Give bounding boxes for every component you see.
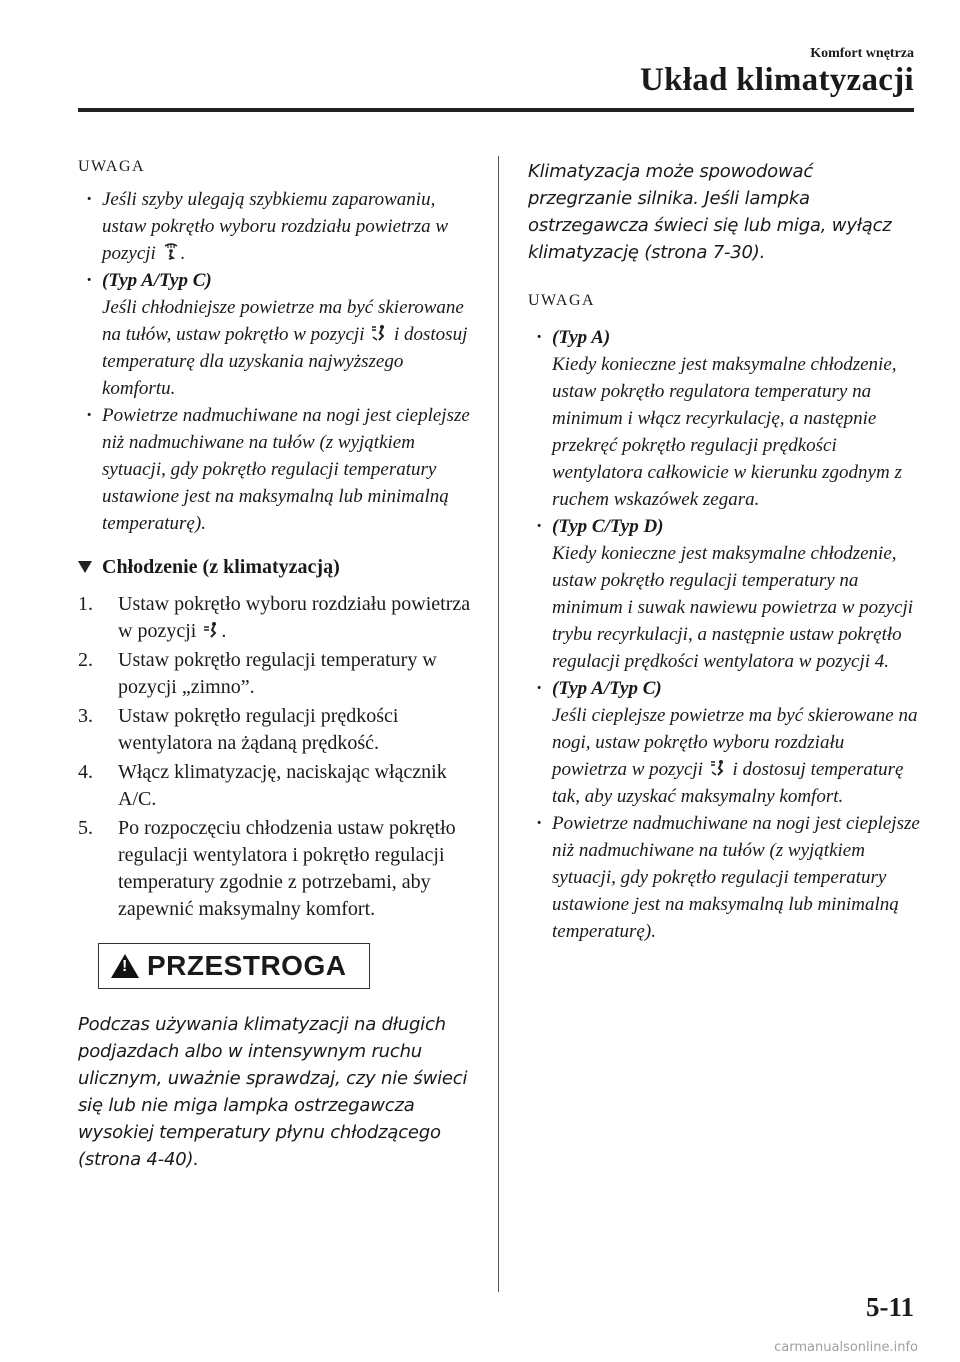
step-item: 4. Włącz klimatyzację, naciskając włącznik A/C. bbox=[78, 761, 447, 810]
header-rule bbox=[78, 108, 914, 112]
caution-label: PRZESTROGA bbox=[147, 950, 347, 981]
note-list bbox=[528, 324, 920, 945]
caution-box bbox=[98, 943, 370, 989]
page-title: Układ klimatyzacji bbox=[640, 62, 914, 98]
note-item: · Powietrze nadmuchiwane na nogi jest cieplejsze niż nadmuchiwane na tułów (z wyjątkiem sytuacji, gdy pokrętło regulacji temperatury ustawione jest na maksymalną lub minimalną temperaturę). bbox=[78, 402, 478, 537]
step-list bbox=[78, 591, 478, 923]
step-item: 2. Ustaw pokrętło regulacji temperatury w pozycji „zimno”. bbox=[78, 649, 437, 698]
note-item: · (Typ C/Typ D) Kiedy konieczne jest maksymalne chłodzenie, ustaw pokrętło regulacji temperatury na minimum i suwak nawiewu powietrza w pozycji trybu recyrkulacji, a następnie ustaw pokrętło regulacji prędkości wentylatora w pozycji 4. bbox=[528, 513, 920, 675]
column-divider bbox=[498, 156, 499, 1292]
note-item: · (Typ A) Kiedy konieczne jest maksymalne chłodzenie, ustaw pokrętło regulatora temperatury na minimum i włącz recyrkulację, a następnie przekręć pokrętło regulacji prędkości wentylatora całkowicie w kierunku zgodnym z ruchem wskazówek zegara. bbox=[528, 324, 920, 513]
right-column bbox=[528, 158, 920, 945]
note-list bbox=[78, 186, 478, 537]
step-item: 5. Po rozpoczęciu chłodzenia ustaw pokrętło regulacji wentylatora i pokrętło regulacji temperatury zgodnie z potrzebami, aby zapewnić maksymalny komfort. bbox=[78, 817, 456, 920]
face-vent-icon bbox=[203, 620, 219, 638]
section-heading: Chłodzenie (z klimatyzacją) bbox=[78, 553, 478, 581]
face-footwell-vent-icon bbox=[710, 758, 726, 776]
caution-continued-text: Klimatyzacja może spowodować przegrzanie silnika. Jeśli lampka ostrzegawcza świeci się lub miga, wyłącz klimatyzację (strona 7-30). bbox=[528, 161, 892, 263]
step-item: 3. Ustaw pokrętło regulacji prędkości wentylatora na żądaną prędkość. bbox=[78, 705, 399, 754]
left-column bbox=[78, 158, 478, 1173]
warning-triangle-icon bbox=[111, 954, 139, 978]
note-item: · Powietrze nadmuchiwane na nogi jest cieplejsze niż nadmuchiwane na tułów (z wyjątkiem sytuacji, gdy pokrętło regulacji temperatury ustawione jest na maksymalną lub minimalną temperaturę). bbox=[528, 810, 920, 945]
triangle-bullet-icon bbox=[78, 561, 92, 573]
face-footwell-vent-icon bbox=[371, 323, 387, 341]
note-item: · (Typ A/Typ C) Jeśli chłodniejsze powietrze ma być skierowane na tułów, ustaw pokrętło w pozycji i dostosuj temperaturę dla uzyskania najwyższego komfortu. bbox=[78, 267, 478, 402]
caution-text: Podczas używania klimatyzacji na długich podjazdach albo w intensywnym ruchu ulicznym, uważnie sprawdzaj, czy nie świeci się lub nie miga lampka ostrzegawcza wysokiej temperatury płynu chłodzącego (strona 4-40). bbox=[78, 1014, 468, 1170]
windshield-defrost-footwell-icon bbox=[163, 242, 179, 260]
note-title: UWAGA bbox=[78, 158, 146, 175]
note-title: UWAGA bbox=[528, 292, 596, 309]
page-number: 5-11 bbox=[865, 1292, 914, 1322]
step-item: 1. Ustaw pokrętło wyboru rozdziału powietrza w pozycji . bbox=[78, 593, 471, 642]
watermark: carmanualsonline.info bbox=[774, 1340, 918, 1355]
note-item: · Jeśli szyby ulegają szybkiemu zaparowaniu, ustaw pokrętło wyboru rozdziału powietrza w pozycji . bbox=[78, 186, 478, 267]
section-label: Komfort wnętrza bbox=[810, 46, 914, 61]
note-item: · (Typ A/Typ C) Jeśli cieplejsze powietrze ma być skierowane na nogi, ustaw pokrętło wyboru rozdziału powietrza w pozycji i dostosuj temperaturę tak, aby uzyskać maksymalny komfort. bbox=[528, 675, 920, 810]
